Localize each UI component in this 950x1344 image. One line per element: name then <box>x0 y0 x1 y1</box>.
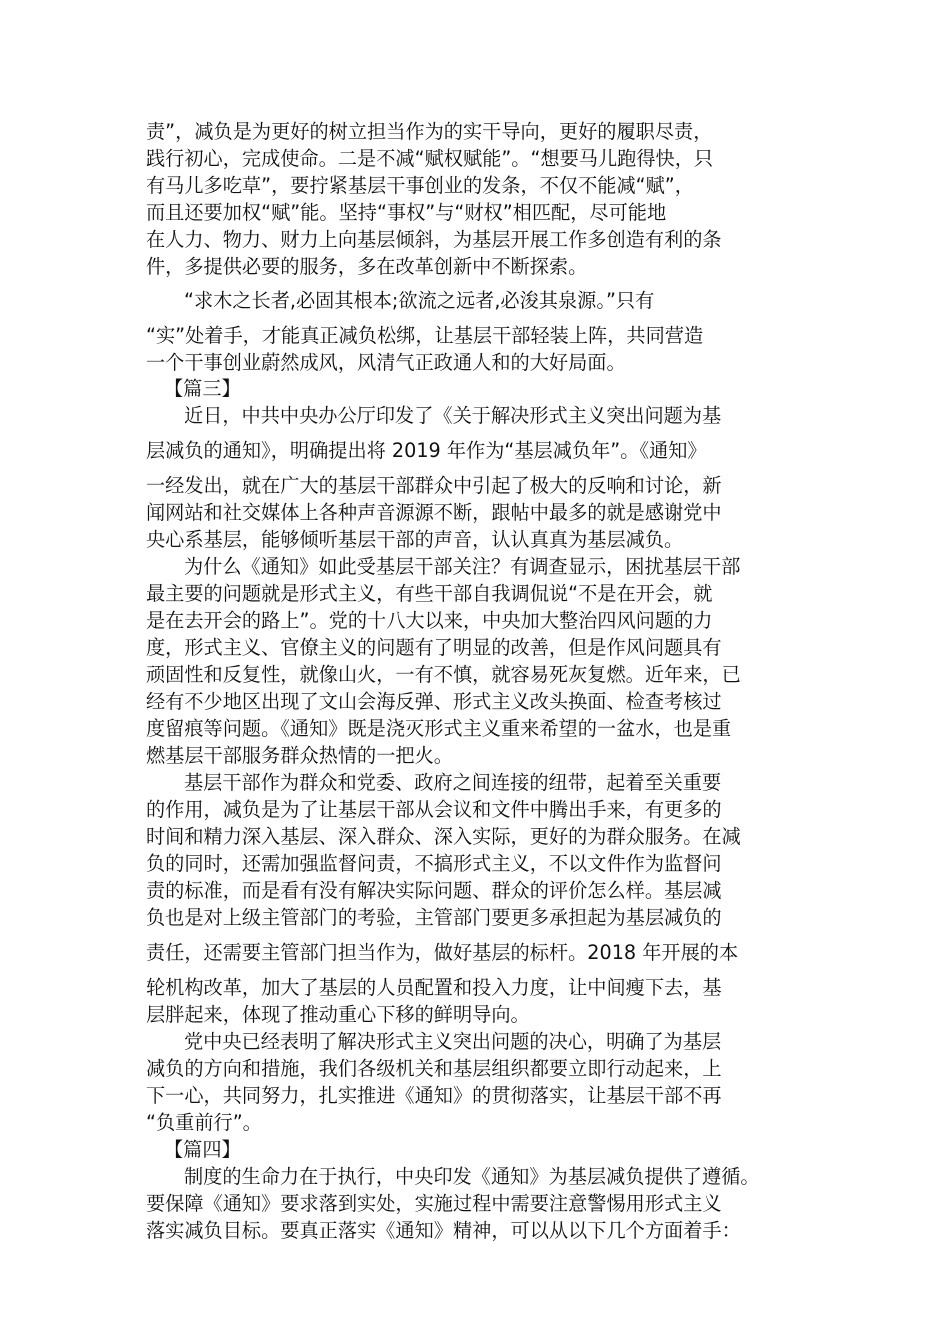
text-line: 的作用，减负是为了让基层干部从会议和文件中腾出手来，有更多的 <box>146 798 722 821</box>
text-line: 燃基层干部服务群众热情的一把火。 <box>146 744 453 767</box>
text-line: 减负的方向和措施，我们各级机关和基层组织都要立即行动起来，上 <box>146 1057 722 1080</box>
text-line: 要保障《通知》要求落到实处，实施过程中需要注意警惕用形式主义 <box>146 1192 722 1215</box>
text-line: 时间和精力深入基层、深入群众、深入实际，更好的为群众服务。在减 <box>146 825 741 848</box>
text-line: 负的同时，还需加强监督问责，不搞形式主义，不以文件作为监督问 <box>146 852 722 875</box>
text-line: 一经发出，就在广大的基层干部群众中引起了极大的反响和讨论，新 <box>146 474 722 497</box>
text-line: 在人力、物力、财力上向基层倾斜，为基层开展工作多创造有利的条 <box>146 228 722 251</box>
text-line: 层减负的通知》，明确提出将 2019 年作为“基层减负年”。《通知》 <box>146 439 707 462</box>
text-line: 责的标准，而是看有没有解决实际问题、群众的评价怎么样。基层减 <box>146 879 722 902</box>
text-line: 轮机构改革，加大了基层的人员配置和投入力度，让中间瘦下去，基 <box>146 976 722 999</box>
text-line: 最主要的问题就是形式主义，有些干部自我调侃说“不是在开会，就 <box>146 582 713 605</box>
text-line: 负也是对上级主管部门的考验，主管部门要更多承担起为基层减负的 <box>146 906 722 929</box>
text-line: 层胖起来，体现了推动重心下移的鲜明导向。 <box>146 1003 530 1026</box>
text-line: 落实减负目标。要真正落实《通知》精神，可以从以下几个方面着手： <box>146 1219 741 1242</box>
text-line: 顽固性和反复性，就像山火，一有不慎，就容易死灰复燃。近年来，已 <box>146 663 741 686</box>
text-line: “负重前行”。 <box>146 1111 262 1134</box>
text-line: 为什么《通知》如此受基层干部关注？有调查显示，困扰基层干部 <box>184 555 741 578</box>
text-line: 践行初心，完成使命。二是不减“赋权赋能”。“想要马儿跑得快，只 <box>146 147 714 170</box>
section-heading: 【篇三】 <box>164 377 241 400</box>
text-line: 是在去开会的路上”。党的十八大以来，中央加大整治四风问题的力 <box>146 609 713 632</box>
text-line: 央心系基层，能够倾听基层干部的声音，认认真真为基层减负。 <box>146 528 684 551</box>
text-line: 件，多提供必要的服务，多在改革创新中不断探索。 <box>146 255 588 278</box>
text-line: 近日，中共中央办公厅印发了《关于解决形式主义突出问题为基 <box>184 404 722 427</box>
text-line: 一个干事创业蔚然成风，风清气正政通人和的大好局面。 <box>146 351 626 374</box>
section-heading: 【篇四】 <box>164 1138 241 1161</box>
text-line: 而且还要加权“赋”能。坚持“事权”与“财权”相匹配，尽可能地 <box>146 201 667 224</box>
text-line: 基层干部作为群众和党委、政府之间连接的纽带，起着至关重要 <box>184 771 722 794</box>
text-line: “实”处着手，才能真正减负松绑，让基层干部轻装上阵，共同营造 <box>146 324 704 347</box>
text-line: 下一心，共同努力，扎实推进《通知》的贯彻落实，让基层干部不再 <box>146 1084 722 1107</box>
text-line: 度留痕等问题。《通知》既是浇灭形式主义重来希望的一盆水，也是重 <box>146 717 732 740</box>
text-line: 有马儿多吃草”，要拧紧基层干事创业的发条，不仅不能减“赋”， <box>146 174 694 197</box>
text-line: 党中央已经表明了解决形式主义突出问题的决心，明确了为基层 <box>184 1030 722 1053</box>
text-line: “求木之长者,必固其根本;欲流之远者,必浚其泉源。”只有 <box>184 289 655 312</box>
text-line: 制度的生命力在于执行，中央印发《通知》为基层减负提供了遵循。 <box>184 1165 760 1188</box>
text-line: 闻网站和社交媒体上各种声音源源不断，跟帖中最多的就是感谢党中 <box>146 501 722 524</box>
text-line: 经有不少地区出现了文山会海反弹、形式主义改头换面、检查考核过 <box>146 690 722 713</box>
text-line: 责”，减负是为更好的树立担当作为的实干导向，更好的履职尽责， <box>146 120 713 143</box>
text-line: 度，形式主义、官僚主义的问题有了明显的改善，但是作风问题具有 <box>146 636 722 659</box>
text-line: 责任，还需要主管部门担当作为，做好基层的标杆。2018 年开展的本 <box>146 941 739 964</box>
